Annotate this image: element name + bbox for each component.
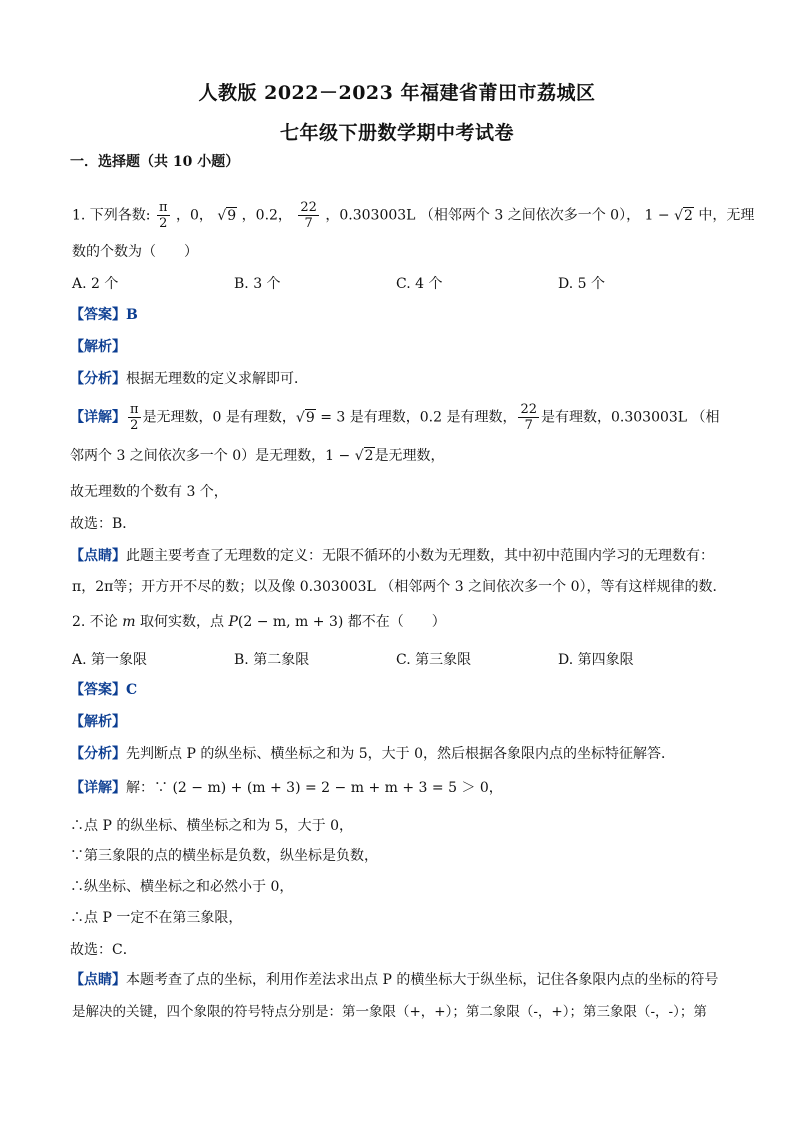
q1-one-minus: 1 −	[644, 207, 675, 224]
q1-suffix: 中，无理	[698, 207, 755, 224]
doc-title-line1: 人教版 2022－2023 年福建省莆田市荔城区	[198, 82, 596, 104]
sqrt-9: √9	[295, 409, 315, 426]
q2-option-d: D. 第四象限	[558, 652, 634, 668]
frac-den: 2	[159, 216, 168, 231]
q2-xiangjie-line6: 故选：C．	[70, 942, 137, 958]
q1-option-a: A. 2 个	[72, 276, 119, 292]
sqrt-9: √9	[217, 207, 237, 224]
q2-xiangjie-line4: ∴纵坐标、横坐标之和必然小于 0，	[70, 879, 294, 895]
dianjing-tag: 【点睛】	[70, 548, 126, 564]
frac-den: 7	[524, 418, 533, 433]
q1-option-c: C. 4 个	[396, 276, 443, 292]
q2-dianjing-line2: 是解决的关键，四个象限的符号特点分别是：第一象限（+，+）；第二象限（-，+）；第三象限（-，-）；第	[72, 1004, 707, 1020]
q2-stem-c: 都不在（ ）	[343, 614, 446, 630]
q1-one-minus: 1 −	[325, 448, 355, 464]
q1-answer: 【答案】B	[70, 307, 138, 323]
q2-stem-a: 2. 不论	[72, 614, 123, 630]
q2-dianjing	[70, 970, 730, 990]
xj-c: 是有理数，0.303003L （相	[541, 409, 720, 426]
frac-den: 7	[304, 216, 313, 231]
fenxi-tag: 【分析】	[70, 746, 126, 762]
q1-stem	[72, 200, 755, 231]
frac-num: π	[130, 402, 139, 417]
frac-num: π	[158, 200, 168, 215]
q2-option-b: B. 第二象限	[234, 652, 310, 668]
q1-xiangjie-line2	[70, 446, 730, 466]
radicand: 9	[227, 207, 237, 224]
radicand: 2	[364, 448, 374, 464]
xiangjie-tag: 【详解】	[70, 780, 126, 796]
q2-xiangjie	[70, 778, 730, 798]
q1-option-d: D. 5 个	[558, 276, 605, 292]
q2-analysis: 【解析】	[70, 714, 126, 730]
frac-num: 22	[520, 402, 537, 417]
fenxi-text: 根据无理数的定义求解即可．	[126, 371, 308, 387]
xj-line2-b: 是无理数，	[374, 448, 445, 464]
fenxi-tag: 【分析】	[70, 371, 126, 387]
q2-xiangjie-line5: ∴点 P 一定不在第三象限，	[70, 910, 243, 926]
q1-dianjing	[70, 546, 730, 566]
xj-a: 是无理数，0 是有理数，	[142, 409, 296, 426]
q2-option-a: A. 第一象限	[72, 652, 148, 668]
q2-fenxi	[70, 744, 730, 764]
xj-line2-a: 邻两个 3 之间依次多一个 0）是无理数，	[70, 448, 326, 464]
var-m: m	[122, 614, 136, 630]
q1-option-b: B. 3 个	[234, 276, 281, 292]
q2-xiangjie-line3: ∵第三象限的点的横坐标是负数，纵坐标是负数，	[70, 848, 378, 864]
radicand: 9	[305, 409, 315, 426]
xiangjie-tag: 【详解】	[70, 409, 126, 426]
doc-title-line2: 七年级下册数学期中考试卷	[279, 122, 514, 144]
frac-num: 22	[300, 200, 317, 215]
q1-xiangjie-line3: 故无理数的个数有 3 个，	[70, 484, 228, 500]
dianjing-line1: 此题主要考查了无理数的定义：无限不循环的小数为无理数，其中初中范围内学习的无理数有：	[126, 548, 714, 564]
q1-dianjing-line2: π，2π等；开方开不尽的数；以及像 0.303003L （相邻两个 3 之间依次多一个 0），等有这样规律的数．	[72, 579, 727, 595]
sqrt-2: √2	[354, 448, 374, 464]
q1-repeating: ，0.303003L （相邻两个 3 之间依次多一个 0），	[325, 207, 641, 224]
q1-xiangjie	[70, 402, 730, 433]
fraction-22-over-7	[518, 402, 539, 433]
q1-zero: ，0，	[175, 207, 213, 224]
dianjing-tag: 【点睛】	[70, 972, 126, 988]
dianjing-line1: 本题考查了点的坐标，利用作差法求出点 P 的横坐标大于纵坐标，记住各象限内点的坐标的符号	[126, 972, 719, 988]
q2-option-c: C. 第三象限	[396, 652, 472, 668]
fraction-pi-over-2	[157, 200, 170, 231]
fraction-22-over-7	[298, 200, 319, 231]
radicand: 2	[684, 207, 693, 224]
q1-stem-line2: 数的个数为（ ）	[72, 244, 198, 260]
fraction-pi-over-2	[128, 402, 141, 433]
q1-prefix: 1. 下列各数:	[72, 207, 151, 224]
q1-pt2: ，0.2，	[241, 207, 292, 224]
sqrt-2: √2	[674, 207, 693, 224]
section-heading: 一．选择题（共 10 小题）	[70, 154, 240, 170]
q2-stem-b: 取何实数，点	[135, 614, 229, 630]
q2-xiangjie-line2: ∴点 P 的纵坐标、横坐标之和为 5，大于 0，	[70, 818, 354, 834]
frac-den: 2	[130, 418, 139, 433]
fenxi-text: 先判断点 P 的纵坐标、横坐标之和为 5，大于 0，然后根据各象限内点的坐标特征解答．	[126, 746, 676, 762]
q2-coord: (2 − m, m + 3)	[237, 614, 344, 630]
q2-answer: 【答案】C	[70, 682, 138, 698]
var-p: P	[228, 614, 238, 630]
q1-analysis: 【解析】	[70, 339, 126, 355]
xj-b: = 3 是有理数，0.2 是有理数，	[315, 409, 517, 426]
q1-fenxi	[70, 369, 730, 389]
q1-xiangjie-line4: 故选：B．	[70, 516, 137, 532]
xj-line1: 解：∵ (2 − m) + (m + 3) = 2 − m + m + 3 = 5 ＞ 0，	[126, 780, 503, 796]
q2-stem	[72, 612, 732, 632]
